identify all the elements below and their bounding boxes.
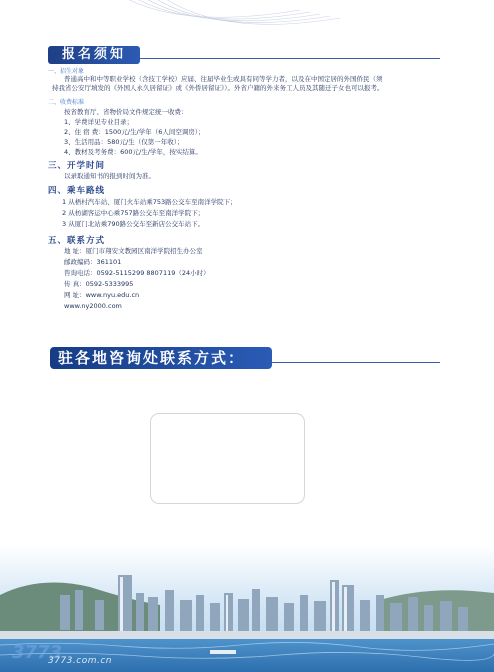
fee-item: 4、教材及考务费：600元/生/学年，按实结算。 (64, 148, 202, 156)
contact-divider (272, 362, 440, 363)
contact-item: www.ny2000.com (64, 302, 122, 310)
section-3-heading: 三、开学时间 (48, 161, 106, 171)
contact-item: 地 址：厦门市翔安文教园区南洋学院招生办公室 (64, 247, 203, 255)
section-1-text-line-2: 持我省公安厅填发的《外国人永久居留证》或《外侨居留证》）。外省户籍的外来务工人员及其随迁子女也可以报考。 (52, 84, 384, 92)
section-1-text-line-1: 普通高中和中等职业学校（含技工学校）应届、往届毕业生或具有同等学力者，以及在中国定居的外国侨民（须 (64, 75, 383, 83)
fee-item: 3、生活用品：580元/生（仅第一年收）； (64, 138, 184, 146)
watermark-text: 3773.com.cn (48, 656, 112, 666)
watermark-logo (6, 638, 166, 672)
contact-item: 网 址：www.nyu.edu.cn (64, 291, 140, 299)
section-2-intro: 按省教育厅、省物价局文件规定统一收费： (64, 108, 188, 116)
contact-item: 传 真：0592-5333995 (64, 280, 134, 288)
section-1-subheading: 一、招生对象 (48, 68, 85, 75)
decorative-curves (0, 0, 494, 42)
fee-item: 1、学费详见专业目录； (64, 118, 134, 126)
svg-text:3773: 3773 (12, 642, 63, 663)
contact-banner: 驻各地咨询处联系方式： (50, 347, 272, 369)
section-2-subheading: 二、收费标准 (48, 99, 85, 106)
contact-item: 咨询电话：0592-5115299 8807119（24小时） (64, 269, 210, 277)
bus-route-item: 3 从厦门北站乘790路公交车至新店公交车站下。 (62, 220, 205, 228)
page-title: 报名须知 (48, 46, 140, 64)
section-3-text: 以录取通知书的报到时间为准。 (64, 172, 155, 180)
contact-item: 邮政编码：361101 (64, 258, 122, 266)
fee-item: 2、住 宿 费：1500元/生/学年（6人间空调房）； (64, 128, 205, 136)
title-divider (140, 58, 440, 59)
section-5-heading: 五、联系方式 (48, 236, 106, 246)
section-4-heading: 四、乘车路线 (48, 186, 106, 196)
blank-contact-box (150, 413, 305, 504)
bus-route-item: 2 从枋湖客运中心乘757路公交车至南洋学院下； (62, 209, 205, 217)
bus-route-item: 1 从梧村汽车站、厦门火车站乘753路公交车至南洋学院下； (62, 198, 237, 206)
